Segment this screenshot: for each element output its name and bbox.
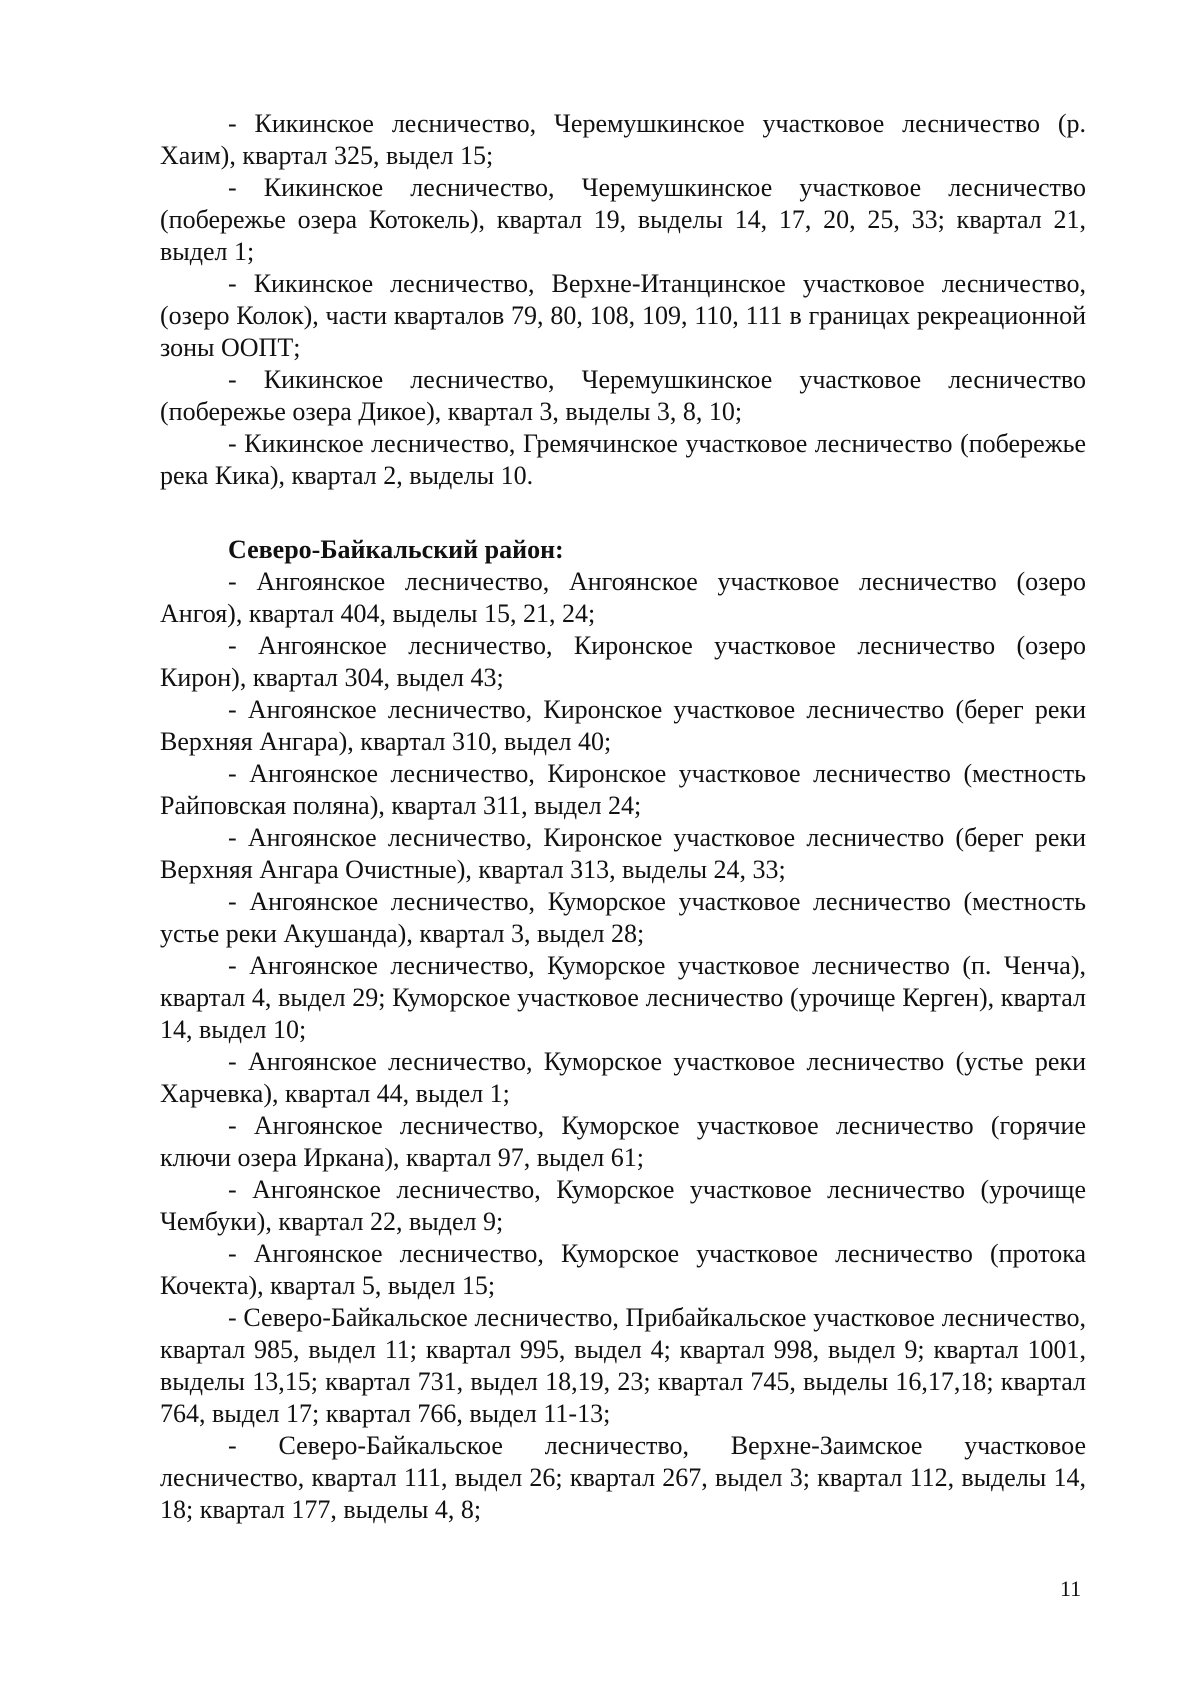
list-item: - Ангоянское лесничество, Куморское участковое лесничество (протока Кочекта), квартал 5, выдел 15;	[160, 1239, 1086, 1300]
list-item: - Кикинское лесничество, Черемушкинское участковое лесничество (р. Хаим), квартал 325, выдел 15;	[160, 109, 1086, 170]
list-item: - Ангоянское лесничество, Куморское участковое лесничество (горячие ключи озера Иркана), квартал 97, выдел 61;	[160, 1111, 1086, 1172]
list-item: - Ангоянское лесничество, Куморское участковое лесничество (местность устье реки Акушанда), квартал 3, выдел 28;	[160, 887, 1086, 948]
page-number: 11	[1060, 1576, 1082, 1601]
list-item: - Кикинское лесничество, Черемушкинское участковое лесничество (побережье озера Котокель), квартал 19, выделы 14, 17, 20, 25, 33; квартал 21, выдел 1;	[160, 173, 1086, 266]
list-item: - Ангоянское лесничество, Ангоянское участковое лесничество (озеро Ангоя), квартал 404, выделы 15, 21, 24;	[160, 567, 1086, 628]
list-item: - Ангоянское лесничество, Куморское участковое лесничество (урочище Чембуки), квартал 22, выдел 9;	[160, 1175, 1086, 1236]
list-item: - Ангоянское лесничество, Киронское участковое лесничество (озеро Кирон), квартал 304, выдел 43;	[160, 631, 1086, 692]
list-item: - Ангоянское лесничество, Киронское участковое лесничество (местность Райповская поляна), квартал 311, выдел 24;	[160, 759, 1086, 820]
list-item: - Кикинское лесничество, Верхне-Итанцинское участковое лесничество, (озеро Колок), части кварталов 79, 80, 108, 109, 110, 111 в границах рекреационной зоны ООПТ;	[160, 269, 1086, 362]
list-item: - Кикинское лесничество, Гремячинское участковое лесничество (побережье река Кика), квартал 2, выделы 10.	[160, 429, 1086, 490]
list-item: - Кикинское лесничество, Черемушкинское участковое лесничество (побережье озера Дикое), квартал 3, выделы 3, 8, 10;	[160, 365, 1086, 426]
list-item: - Северо-Байкальское лесничество, Верхне-Заимское участковое лесничество, квартал 111, выдел 26; квартал 267, выдел 3; квартал 112, выделы 14, 18; квартал 177, выделы 4, 8;	[160, 1431, 1086, 1524]
list-item: - Ангоянское лесничество, Киронское участковое лесничество (берег реки Верхняя Ангара), квартал 310, выдел 40;	[160, 695, 1086, 756]
section-title: Северо-Байкальский район:	[228, 535, 564, 564]
list-item: - Ангоянское лесничество, Куморское участковое лесничество (п. Ченча), квартал 4, выдел 29; Куморское участковое лесничество (урочище Керген), квартал 14, выдел 10;	[160, 951, 1086, 1044]
list-item: - Ангоянское лесничество, Куморское участковое лесничество (устье реки Харчевка), квартал 44, выдел 1;	[160, 1047, 1086, 1108]
list-item: - Ангоянское лесничество, Киронское участковое лесничество (берег реки Верхняя Ангара Очистные), квартал 313, выделы 24, 33;	[160, 823, 1086, 884]
list-item: - Северо-Байкальское лесничество, Прибайкальское участковое лесничество, квартал 985, выдел 11; квартал 995, выдел 4; квартал 998, выдел 9; квартал 1001, выделы 13,15; квартал 731, выдел 18,19, 23; квартал 745, выделы 16,17,18; квартал 764, выдел 17; квартал 766, выдел 11-13;	[160, 1303, 1086, 1428]
document-page	[160, 108, 1086, 1526]
